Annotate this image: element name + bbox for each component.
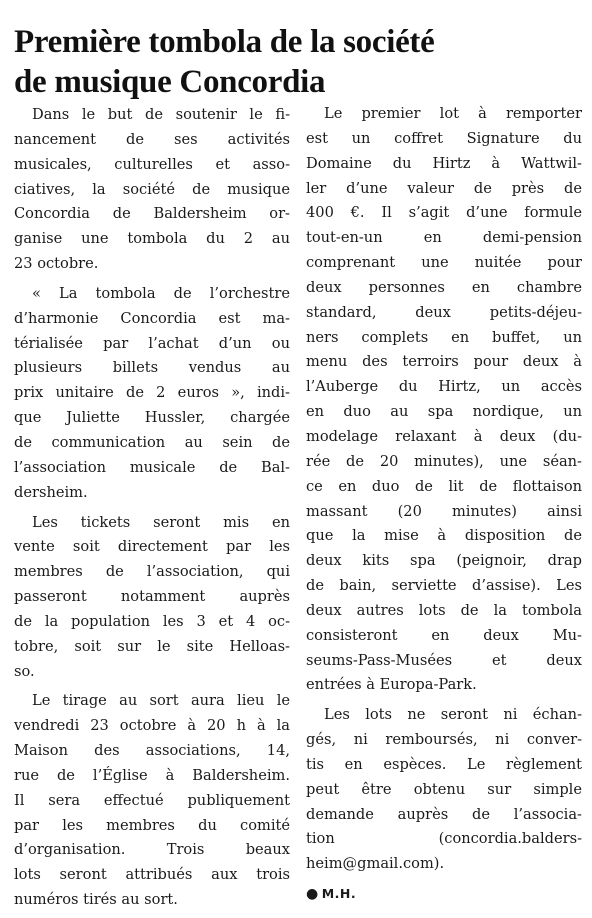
- article-paragraph: [14, 511, 290, 685]
- text-line: ners complets en buffet, un: [306, 328, 582, 346]
- text-line: de la population les 3 et 4 oc-: [14, 612, 290, 630]
- signature-bullet: ●: [306, 886, 319, 903]
- text-line: Domaine du Hirtz à Wattwil-: [306, 154, 582, 172]
- text-line: Les lots ne seront ni échan-: [324, 706, 582, 724]
- text-line: deux personnes en chambre: [306, 278, 582, 296]
- text-line: Dans le but de soutenir le fi-: [32, 106, 290, 123]
- article-paragraph: [14, 282, 290, 506]
- text-line: rue de l’Église à Baldersheim.: [14, 766, 290, 784]
- article-column-left: [14, 103, 290, 918]
- text-line: Le premier lot à remporter: [324, 105, 582, 122]
- text-line: 23 octobre.: [14, 255, 99, 273]
- text-line: demande auprès de l’associa-: [306, 805, 582, 823]
- text-line: prix unitaire de 2 euros », indi-: [14, 384, 290, 402]
- text-line: que Juliette Hussler, chargée: [14, 409, 290, 427]
- text-line: seums-Pass-Musées et deux: [306, 651, 582, 669]
- text-line: l’association musicale de Bal-: [14, 458, 290, 476]
- text-line: menu des terroirs pour deux à: [306, 353, 582, 371]
- text-line: tobre, soit sur le site Helloas-: [14, 637, 290, 655]
- text-line: de bain, serviette d’assise). Les: [306, 577, 582, 595]
- text-line: passeront notamment auprès: [14, 588, 290, 606]
- text-line: deux kits spa (peignoir, drap: [306, 552, 582, 570]
- text-line: d’harmonie Concordia est ma-: [14, 309, 290, 327]
- text-line: ler d’une valeur de près de: [306, 179, 582, 197]
- text-line: numéros tirés au sort.: [14, 891, 178, 909]
- text-line: plusieurs billets vendus au: [14, 359, 290, 377]
- text-line: comprenant une nuitée pour: [306, 254, 582, 272]
- text-line: d’organisation. Trois beaux: [14, 841, 290, 859]
- text-line: deux autres lots de la tombola: [306, 601, 582, 619]
- text-line: so.: [14, 662, 35, 680]
- text-line: musicales, culturelles et asso-: [14, 155, 290, 173]
- text-line: térialisée par l’achat d’un ou: [14, 334, 290, 352]
- author-signature: [306, 882, 582, 907]
- text-line: consisteront en deux Mu-: [306, 626, 582, 644]
- text-line: de communication au sein de: [14, 433, 290, 451]
- text-line: lots seront attribués aux trois: [14, 866, 290, 884]
- text-line: « La tombola de l’orchestre: [32, 284, 290, 302]
- text-line: rée de 20 minutes), une séan-: [306, 452, 582, 470]
- text-line: standard, deux petits-déjeu-: [306, 303, 582, 321]
- text-line: tis en espèces. Le règlement: [306, 755, 582, 773]
- text-line: ciatives, la société de musique: [14, 180, 290, 198]
- article-column-right: [306, 102, 582, 907]
- text-line: massant (20 minutes) ainsi: [306, 502, 582, 520]
- text-line: ganise une tombola du 2 au: [14, 230, 290, 248]
- text-line: Il sera effectué publiquement: [14, 791, 290, 809]
- article-paragraph: [14, 103, 290, 277]
- signature-initials: M.H.: [321, 886, 357, 902]
- headline-line: de musique Concordia: [14, 64, 326, 101]
- text-line: entrées à Europa-Park.: [306, 676, 477, 694]
- text-line: l’Auberge du Hirtz, un accès: [306, 378, 582, 396]
- article-paragraph: [14, 689, 290, 913]
- text-line: Le tirage au sort aura lieu le: [32, 692, 290, 710]
- text-line: en duo au spa nordique, un: [306, 403, 582, 421]
- article-paragraph: [306, 102, 582, 698]
- article-headline: [14, 22, 584, 102]
- text-line: Les tickets seront mis en: [32, 513, 290, 531]
- text-line: nancement de ses activités: [14, 130, 290, 148]
- article-paragraph: [306, 703, 582, 877]
- text-line: vente soit directement par les: [14, 538, 290, 556]
- headline-line: Première tombola de la société: [14, 24, 435, 61]
- text-line: ce en duo de lit de flottaison: [306, 477, 582, 495]
- text-line: tout-en-un en demi-pension: [306, 229, 582, 247]
- text-line: 400 €. Il s’agit d’une formule: [306, 204, 582, 222]
- text-line: gés, ni remboursés, ni conver-: [306, 731, 582, 749]
- text-line: que la mise à disposition de: [306, 527, 582, 545]
- text-line: vendredi 23 octobre à 20 h à la: [14, 717, 290, 735]
- text-line: Maison des associations, 14,: [14, 742, 290, 760]
- text-line: membres de l’association, qui: [14, 563, 290, 581]
- text-line: tion (concordia.balders-: [306, 830, 582, 848]
- text-line: modelage relaxant à deux (du-: [306, 427, 582, 445]
- text-line: par les membres du comité: [14, 816, 290, 834]
- text-line: est un coffret Signature du: [306, 129, 582, 147]
- text-line: heim@gmail.com).: [306, 855, 445, 873]
- text-line: dersheim.: [14, 483, 88, 501]
- text-line: Concordia de Baldersheim or-: [14, 205, 290, 223]
- text-line: peut être obtenu sur simple: [306, 780, 582, 798]
